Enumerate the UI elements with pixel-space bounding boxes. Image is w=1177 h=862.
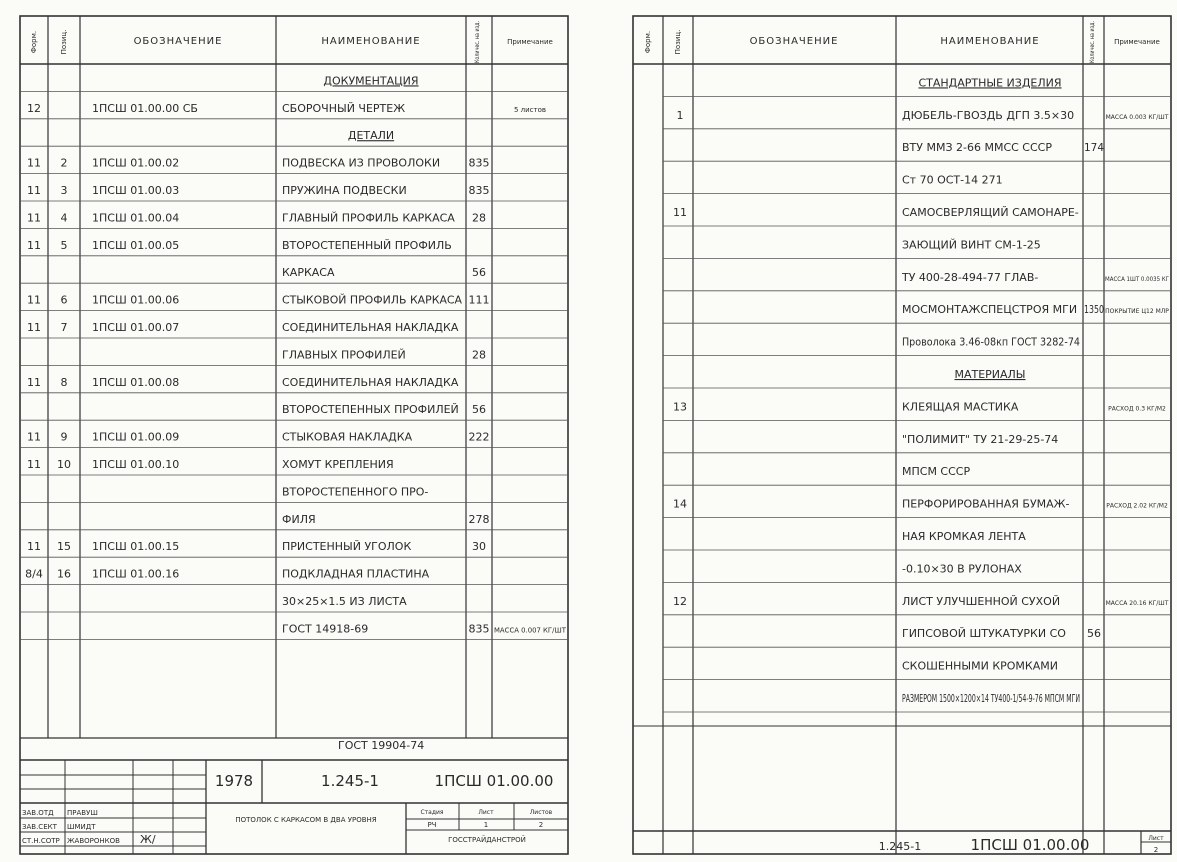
row-format: 11 xyxy=(27,184,41,197)
row-format: 11 xyxy=(27,238,41,252)
row-name: СБОРОЧНЫЙ ЧЕРТЕЖ xyxy=(282,101,406,115)
row-position: 8 xyxy=(60,375,68,389)
stage-value: РЧ xyxy=(427,821,437,829)
signature-name: ПРАВУШ xyxy=(67,809,98,817)
row-name: Ст 70 ОСТ-14 271 xyxy=(902,173,1003,187)
below-table-standard: ГОСТ 19904-74 xyxy=(338,739,425,752)
row-format: 11 xyxy=(27,458,41,471)
row-quantity: 1350 xyxy=(1084,303,1104,317)
row-format: 11 xyxy=(27,156,41,170)
title-doc-number: 1ПСШ 01.00.00 xyxy=(434,772,554,790)
row-name: ПЕРФОРИРОВАННАЯ БУМАЖ- xyxy=(902,497,1070,511)
row-quantity: 56 xyxy=(1087,627,1101,641)
row-format: 8/4 xyxy=(25,567,43,581)
header-quantity: Количес. на изд. xyxy=(1089,10,1096,63)
row-format: 11 xyxy=(27,293,41,307)
header-designation: ОБОЗНАЧЕНИЕ xyxy=(133,36,223,47)
row-designation: 1ПСШ 01.00.08 xyxy=(92,375,180,389)
row-name: САМОСВЕРЛЯЩИЙ САМОНАРЕ- xyxy=(902,206,1079,219)
row-name: МПСМ СССР xyxy=(902,465,971,479)
row-quantity: 222 xyxy=(468,430,490,444)
row-designation: 1ПСШ 01.00.00 СБ xyxy=(92,101,198,115)
header-designation: ОБОЗНАЧЕНИЕ xyxy=(749,36,839,47)
row-name: НАЯ КРОМКАЯ ЛЕНТА xyxy=(902,530,1026,543)
row-designation: 1ПСШ 01.00.05 xyxy=(92,238,180,252)
row-name: КЛЕЯЩАЯ МАСТИКА xyxy=(902,400,1019,414)
row-format: 11 xyxy=(27,375,41,389)
footer-doc-number: 1ПСШ 01.00.00 xyxy=(970,836,1090,854)
signature-role: ЗАВ.СЕКТ xyxy=(22,823,57,831)
row-name: КАРКАСА xyxy=(282,266,335,280)
row-quantity: 111 xyxy=(468,293,490,307)
row-name: ХОМУТ КРЕПЛЕНИЯ xyxy=(282,458,394,471)
drawing-title: ПОТОЛОК С КАРКАСОМ В ДВА УРОВНЯ xyxy=(235,816,377,824)
row-name: ВТОРОСТЕПЕННЫЙ ПРОФИЛЬ xyxy=(282,238,452,252)
row-position: 4 xyxy=(60,211,68,225)
signature-name: ЖАВОРОНКОВ xyxy=(67,837,120,845)
header-position: Позиц. xyxy=(674,29,682,55)
row-format: 11 xyxy=(27,321,41,334)
row-name: МОСМОНТАЖСПЕЦСТРОЯ МГИ xyxy=(902,303,1078,317)
row-format: 11 xyxy=(27,211,41,225)
row-quantity: 835 xyxy=(468,156,490,170)
row-format: 11 xyxy=(27,540,41,554)
row-name: Проволока 3.46-08кп ГОСТ 3282-74 xyxy=(902,335,1080,349)
row-designation: 1ПСШ 01.00.09 xyxy=(92,430,180,444)
row-name: ВТУ ММЗ 2-66 ММСС СССР xyxy=(902,141,1052,155)
row-format: 12 xyxy=(27,101,41,115)
header-quantity: Количес. на изд. xyxy=(474,10,481,63)
header-format: Форм. xyxy=(30,30,38,54)
signature-mark: Ж/ xyxy=(140,833,156,846)
row-position: 12 xyxy=(673,594,687,608)
row-quantity: 174 xyxy=(1084,141,1104,155)
row-name: "ПОЛИМИТ" ТУ 21-29-25-74 xyxy=(902,432,1059,446)
row-name: ГИПСОВОЙ ШТУКАТУРКИ СО xyxy=(902,627,1066,641)
row-name: ДЮБЕЛЬ-ГВОЗДЬ ДГП 3.5×30 xyxy=(902,108,1075,122)
row-position: 10 xyxy=(57,458,71,471)
row-quantity: 56 xyxy=(472,403,486,417)
header-format: Форм. xyxy=(644,30,652,54)
row-position: 2 xyxy=(60,156,68,170)
row-format: 11 xyxy=(27,430,41,444)
row-quantity: 56 xyxy=(472,266,486,280)
row-quantity: 835 xyxy=(468,184,490,197)
header-name: НАИМЕНОВАНИЕ xyxy=(940,36,1040,47)
row-note: 5 листов xyxy=(513,105,547,114)
row-quantity: 835 xyxy=(468,622,490,636)
row-note: МАССА 0.007 КГ/ШТ xyxy=(494,626,567,635)
row-name: ТУ 400-28-494-77 ГЛАВ- xyxy=(902,270,1039,284)
signature-role: ЗАВ.ОТД xyxy=(22,809,54,817)
row-designation: 1ПСШ 01.00.02 xyxy=(92,156,180,170)
header-position: Позиц. xyxy=(60,29,68,55)
row-note: РАСХОД 0.3 КГ/М2 xyxy=(1108,405,1166,413)
row-designation: 1ПСШ 01.00.16 xyxy=(92,567,180,581)
row-name: ЗАЮЩИЙ ВИНТ СМ-1-25 xyxy=(902,238,1041,252)
row-position: 5 xyxy=(60,238,68,252)
row-note: МАССА 0.003 КГ/ШТ xyxy=(1105,113,1169,121)
row-name: ФИЛЯ xyxy=(282,512,316,526)
header-note: Примечание xyxy=(507,38,553,46)
row-position: 9 xyxy=(60,430,68,444)
row-name: ВТОРОСТЕПЕННЫХ ПРОФИЛЕЙ xyxy=(282,403,459,417)
row-position: 11 xyxy=(673,206,687,219)
sheet-label: Лист xyxy=(478,809,494,816)
row-name: СТЫКОВАЯ НАКЛАДКА xyxy=(282,430,413,444)
section-heading: СТАНДАРТНЫЕ ИЗДЕЛИЯ xyxy=(918,76,1062,90)
signature-role: СТ.Н.СОТР xyxy=(22,837,60,845)
row-name: ПРУЖИНА ПОДВЕСКИ xyxy=(282,184,407,197)
row-name: ГОСТ 14918-69 xyxy=(282,622,369,636)
section-heading: МАТЕРИАЛЫ xyxy=(954,368,1026,381)
title-year: 1978 xyxy=(214,772,254,790)
header-name: НАИМЕНОВАНИЕ xyxy=(321,36,421,47)
row-name: СТЫКОВОЙ ПРОФИЛЬ КАРКАСА xyxy=(282,293,463,307)
row-position: 1 xyxy=(676,108,684,122)
row-designation: 1ПСШ 01.00.10 xyxy=(92,458,180,471)
row-note: МАССА 20.16 КГ/ШТ xyxy=(1105,599,1169,607)
row-name: ПОДВЕСКА ИЗ ПРОВОЛОКИ xyxy=(282,156,441,170)
sheets-value: 2 xyxy=(538,821,544,829)
organization: ГОССТРАЙДАНСТРОЙ xyxy=(448,836,526,844)
row-designation: 1ПСШ 01.00.04 xyxy=(92,211,180,225)
row-name: РАЗМЕРОМ 1500×1200×14 ТУ400-1/54-9-76 МПСМ МГИ xyxy=(902,692,1080,705)
row-position: 6 xyxy=(60,293,68,307)
footer-sheet-number: 2 xyxy=(1153,846,1159,854)
row-quantity: 278 xyxy=(468,512,490,526)
row-name: СКОШЕННЫМИ КРОМКАМИ xyxy=(902,659,1058,673)
row-name: ВТОРОСТЕПЕННОГО ПРО- xyxy=(282,485,429,499)
row-note: РАСХОД 2.02 КГ/М2 xyxy=(1106,502,1168,510)
signature-name: ШМИДТ xyxy=(67,823,96,831)
section-heading: ДОКУМЕНТАЦИЯ xyxy=(323,74,419,88)
row-position: 15 xyxy=(57,540,71,554)
row-name: ГЛАВНЫХ ПРОФИЛЕЙ xyxy=(282,348,406,362)
row-designation: 1ПСШ 01.00.15 xyxy=(92,540,180,554)
row-quantity: 28 xyxy=(472,348,486,362)
row-quantity: 30 xyxy=(472,540,486,554)
row-designation: 1ПСШ 01.00.03 xyxy=(92,184,180,197)
row-name: ГЛАВНЫЙ ПРОФИЛЬ КАРКАСА xyxy=(282,211,455,225)
footer-sheet-label: Лист xyxy=(1148,835,1164,842)
header-note: Примечание xyxy=(1114,38,1160,46)
sheets-label: Листов xyxy=(529,809,553,816)
row-name: ПОДКЛАДНАЯ ПЛАСТИНА xyxy=(282,567,430,581)
stage-label: Стадия xyxy=(420,809,444,816)
row-name: 30×25×1.5 ИЗ ЛИСТА xyxy=(282,595,407,608)
row-note: МАССА 1ШТ 0.0035 КГ xyxy=(1105,275,1170,283)
row-designation: 1ПСШ 01.00.07 xyxy=(92,321,180,334)
row-name: СОЕДИНИТЕЛЬНАЯ НАКЛАДКА xyxy=(282,321,459,334)
row-position: 7 xyxy=(60,321,68,334)
row-note: ПОКРЫТИЕ Ц12 МЛР xyxy=(1105,308,1169,316)
row-position: 14 xyxy=(673,497,687,511)
row-name: ЛИСТ УЛУЧШЕННОЙ СУХОЙ xyxy=(902,594,1061,608)
row-name: -0.10×30 В РУЛОНАХ xyxy=(902,562,1022,576)
title-code: 1.245-1 xyxy=(321,772,379,790)
row-position: 16 xyxy=(57,567,71,581)
row-position: 3 xyxy=(60,184,68,197)
row-position: 13 xyxy=(673,400,687,414)
row-designation: 1ПСШ 01.00.06 xyxy=(92,293,180,307)
row-name: СОЕДИНИТЕЛЬНАЯ НАКЛАДКА xyxy=(282,375,459,389)
footer-code: 1.245-1 xyxy=(878,840,922,853)
row-name: ПРИСТЕННЫЙ УГОЛОК xyxy=(282,540,412,554)
row-quantity: 28 xyxy=(472,211,486,225)
section-heading: ДЕТАЛИ xyxy=(347,129,395,143)
sheet-value: 1 xyxy=(483,821,489,829)
